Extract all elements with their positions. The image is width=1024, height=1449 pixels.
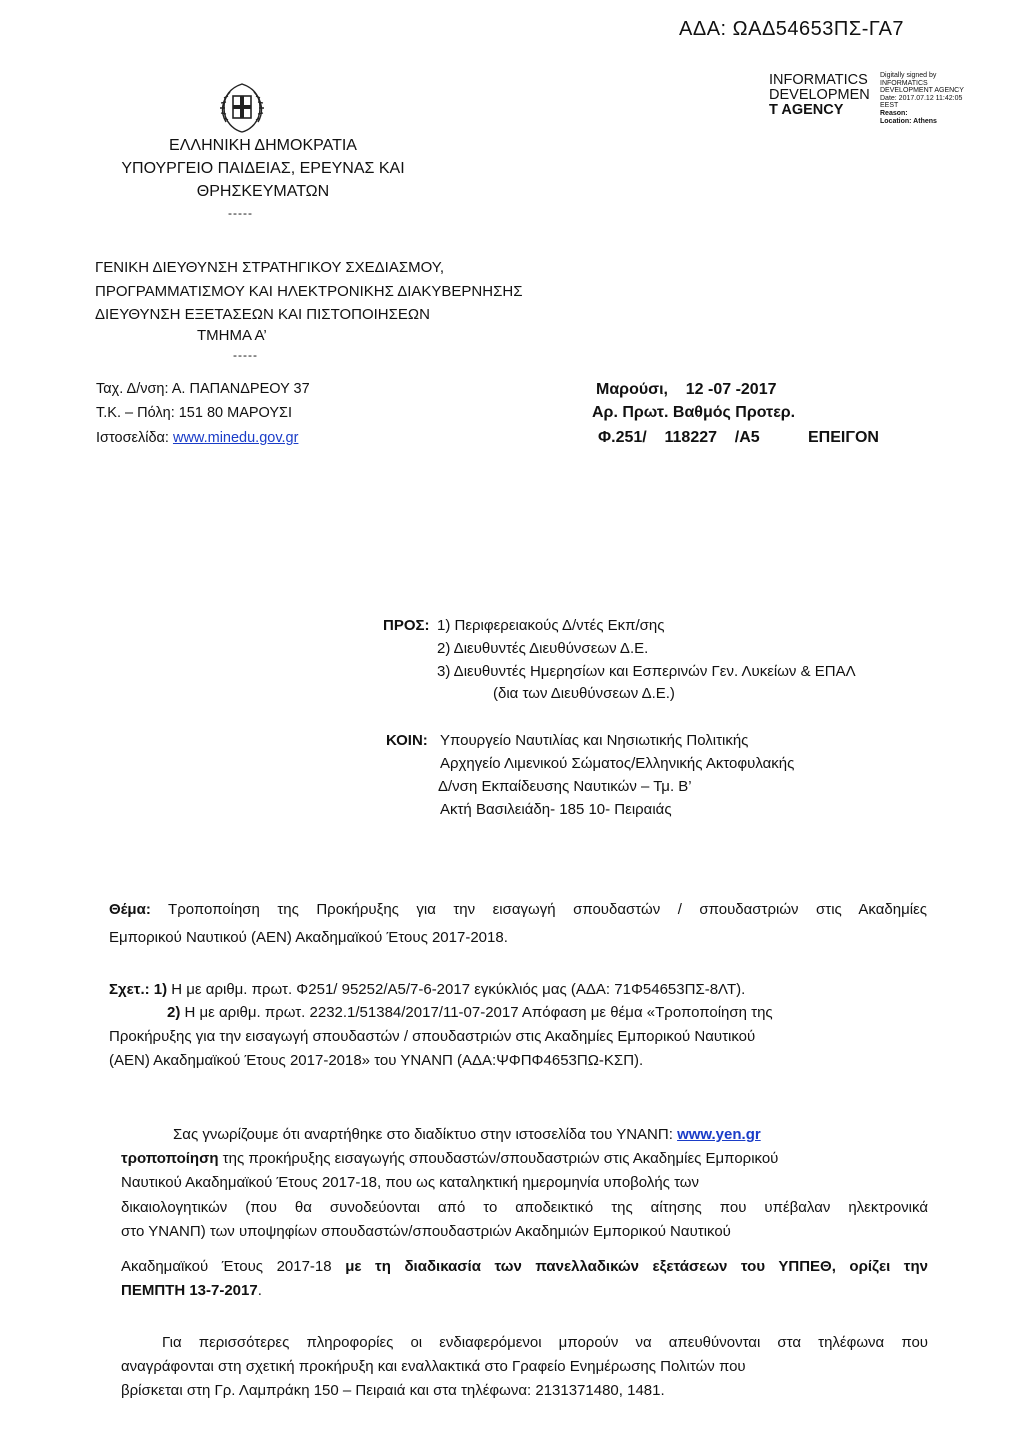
greek-coat-of-arms-icon <box>216 80 268 134</box>
subject-label: Θέμα: <box>109 901 151 918</box>
related-item-2-number: 2) <box>167 1004 181 1021</box>
protocol-label: Αρ. Πρωτ. Βαθμός Προτερ. <box>592 404 796 421</box>
subject-text: Τροποποίηση της Προκήρυξης για την εισαγωγή σπουδαστών / σπουδαστριών στις Ακαδημίες <box>150 901 927 918</box>
postal-address: Ταχ. Δ/νση: Α. ΠΑΠΑΝΔΡΕΟΥ 37 <box>96 381 310 397</box>
department-line: ΠΡΟΓΡΑΜΜΑΤΙΣΜΟΥ ΚΑΙ ΗΛΕΚΤΡΟΝΙΚΗΣ ΔΙΑΚΥΒΕΡΝΗΣΗΣ <box>95 282 523 300</box>
website-link[interactable]: www.minedu.gov.gr <box>172 430 299 446</box>
signature-detail-line: Reason: <box>880 109 908 117</box>
related-item-2-text: Η με αριθμ. πρωτ. 2232.1/51384/2017/11-07-2017 Απόφαση με θέμα «Τροποποίηση της <box>180 1004 773 1021</box>
signature-detail-line: INFORMATICS <box>880 79 928 87</box>
website-label: Ιστοσελίδα: <box>96 430 173 446</box>
signature-detail-line: Digitally signed by <box>880 72 937 79</box>
signature-detail-line: Location: Athens <box>880 117 937 125</box>
subject-line-2: Εμπορικού Ναυτικού (ΑΕΝ) Ακαδημαϊκού Έτους 2017-2018. <box>109 929 508 946</box>
related-item-2-line-2: Προκήρυξης για την εισαγωγή σπουδαστών / σπουδαστριών στις Ακαδημίες Εμπορικού Ναυτικού <box>109 1028 756 1045</box>
paragraph-1-line-6 <box>121 1255 928 1280</box>
paragraph-2-line-3: βρίσκεται στη Γρ. Λαμπράκη 150 – Πειραιά και στα τηλέφωνα: 2131371480, 1481. <box>121 1382 665 1399</box>
ministry-header <box>108 134 418 203</box>
signature-detail-line: EEST <box>880 102 899 110</box>
paragraph-1-line-1 <box>173 1123 928 1148</box>
recipient-item: 1) Περιφερειακούς Δ/ντές Εκπ/σης <box>437 617 665 634</box>
recipient-item: 3) Διευθυντές Ημερησίων και Εσπερινών Γεν. Λυκείων & ΕΠΑΛ <box>437 663 856 680</box>
signature-detail-line: Date: 2017.07.12 11:42:05 <box>880 94 963 102</box>
department-line: ΓΕΝΙΚΗ ΔΙΕΥΘΥΝΣΗ ΣΤΡΑΤΗΓΙΚΟΥ ΣΧΕΔΙΑΣΜΟΥ, <box>95 259 445 276</box>
deadline-bold: ΠΕΜΠΤΗ 13-7-2017 <box>121 1282 258 1299</box>
department-header <box>95 256 522 327</box>
website-row <box>96 430 298 446</box>
paragraph-text: της προκήρυξης εισαγωγής σπουδαστών/σπουδαστριών στις Ακαδημίες Εμπορικού <box>218 1150 779 1167</box>
postal-code-city: Τ.Κ. – Πόλη: 151 80 ΜΑΡΟΥΣΙ <box>96 405 293 421</box>
paragraph-1-line-5: στο ΥΝΑΝΠ) των υποψηφίων σπουδαστών/σπουδαστριών Ακαδημιών Εμπορικού Ναυτικού <box>121 1223 731 1240</box>
signature-org-line: T AGENCY <box>769 102 844 118</box>
related-label: Σχετ.: 1) <box>109 981 168 998</box>
paragraph-text: . <box>257 1282 262 1299</box>
cc-item: Υπουργείο Ναυτιλίας και Νησιωτικής Πολιτικής <box>440 732 749 749</box>
related-text: Η με αριθμ. πρωτ. Φ251/ 95252/Α5/7-6-2017 εγκύκλιός μας (ΑΔΑ: 71Φ54653ΠΣ-8ΛΤ). <box>167 981 746 998</box>
signature-org-line: INFORMATICS <box>769 72 868 88</box>
signature-organization <box>769 73 870 118</box>
section-separator: ----- <box>233 348 258 362</box>
priority-label: ΕΠΕΙΓΟΝ <box>808 429 879 446</box>
header-line: ΥΠΟΥΡΓΕΙΟ ΠΑΙΔΕΙΑΣ, ΕΡΕΥΝΑΣ ΚΑΙ <box>121 160 405 177</box>
signature-details <box>880 72 1020 125</box>
procedure-bold: με τη διαδικασία των πανελλαδικών εξετάσεων του ΥΠΠΕΘ, ορίζει την <box>345 1258 929 1275</box>
signature-org-line: DEVELOPMEN <box>769 87 870 103</box>
cc-item: Αρχηγείο Λιμενικού Σώματος/Ελληνικής Ακτοφυλακής <box>440 755 795 772</box>
related-item-1 <box>109 978 745 1003</box>
paragraph-1-line-7 <box>121 1279 262 1304</box>
paragraph-1-line-2 <box>121 1147 928 1172</box>
place-date: Μαρούσι, 12 -07 -2017 <box>596 381 777 398</box>
amendment-bold: τροποποίηση <box>121 1150 219 1167</box>
subject-line-1 <box>109 898 927 923</box>
protocol-number: Φ.251/ 118227 /Α5 <box>598 429 760 446</box>
paragraph-2-line-2: αναγράφονται στη σχετική προκήρυξη και εναλλακτικά στο Γραφείο Ενημέρωσης Πολιτών που <box>121 1358 746 1375</box>
recipient-item: (δια των Διευθύνσεων Δ.Ε.) <box>493 685 675 702</box>
header-line: ΕΛΛΗΝΙΚΗ ΔΗΜΟΚΡΑΤΙΑ <box>169 137 357 154</box>
header-line: ΘΡΗΣΚΕΥΜΑΤΩΝ <box>196 183 330 200</box>
cc-item: Ακτή Βασιλειάδη- 185 10- Πειραιάς <box>440 801 672 818</box>
paragraph-text: Σας γνωρίζουμε ότι αναρτήθηκε στο διαδίκτυο στην ιστοσελίδα του ΥΝΑΝΠ: <box>173 1126 673 1143</box>
section-label: ΤΜΗΜΑ Α’ <box>197 327 267 344</box>
ada-code: ΑΔΑ: ΩΑΔ54653ΠΣ-ΓΑ7 <box>679 18 905 40</box>
related-item-2-line-3: (ΑΕΝ) Ακαδημαϊκού Έτους 2017-2018» του ΥΝΑΝΠ (ΑΔΑ:ΨΦΠΦ4653ΠΩ-ΚΣΠ). <box>109 1052 644 1069</box>
cc-label: ΚΟΙΝ: <box>386 732 428 749</box>
signature-detail-line: DEVELOPMENT AGENCY <box>880 87 964 95</box>
recipient-item: 2) Διευθυντές Διευθύνσεων Δ.Ε. <box>437 640 649 657</box>
paragraph-text: Ακαδημαϊκού Έτους 2017-18 <box>121 1258 346 1275</box>
yen-website-link[interactable]: www.yen.gr <box>677 1126 761 1143</box>
recipients-label: ΠΡΟΣ: <box>383 617 430 634</box>
paragraph-1-line-3: Ναυτικού Ακαδημαϊκού Έτους 2017-18, που ως καταληκτική ημερομηνία υποβολής των <box>121 1174 700 1191</box>
paragraph-1-line-4: δικαιολογητικών (που θα συνοδεύονται από το αποδεικτικό της αίτησης που υπέβαλαν ηλεκτρονικά <box>121 1199 928 1216</box>
related-item-2-line-1 <box>109 1001 927 1026</box>
paragraph-2-line-1: Για περισσότερες πληροφορίες οι ενδιαφερόμενοι μπορούν να απευθύνονται στα τηλέφωνα που <box>162 1334 928 1351</box>
cc-item: Δ/νση Εκπαίδευσης Ναυτικών – Τμ. Β’ <box>438 778 692 795</box>
header-separator: ----- <box>228 206 253 220</box>
department-line: ΔΙΕΥΘΥΝΣΗ ΕΞΕΤΑΣΕΩΝ ΚΑΙ ΠΙΣΤΟΠΟΙΗΣΕΩΝ <box>95 306 430 323</box>
